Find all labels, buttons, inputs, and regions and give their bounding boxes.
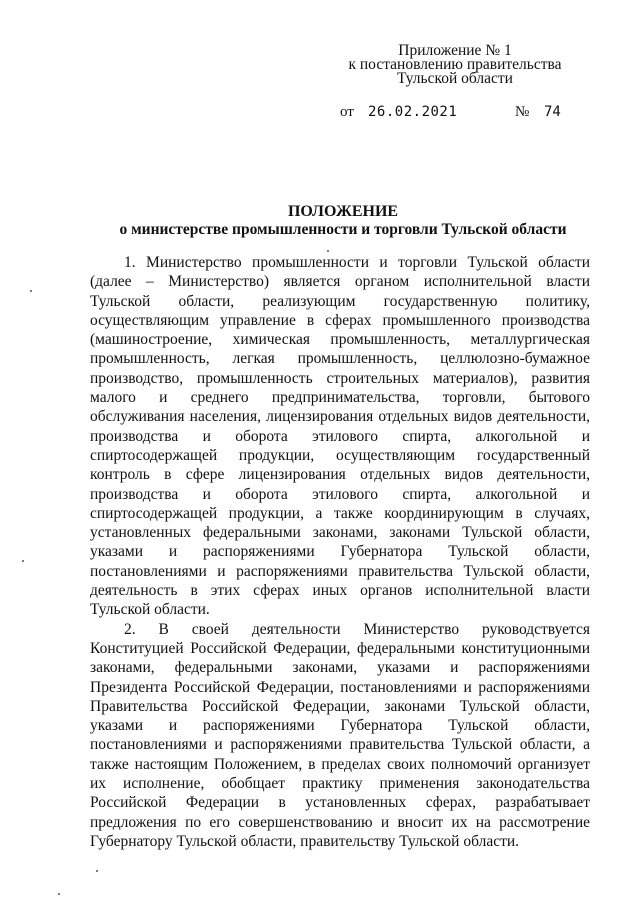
appendix-header — [330, 44, 580, 86]
paragraph-1: 1. Министерство промышленности и торговли Тульской области (далее – Министерство) является органом исполнительной власти Тульской области, реализующим государственную политику, осуществляющим управление в сферах промышленного производства (машиностроение, химическая промышленность, металлургическая промышленность, легкая промышленность, целлюлозно-бумажное производство, промышленность строительных материалов), развития малого и среднего предпринимательства, торговли, бытового обслуживания населения, лицензирования отдельных видов деятельности, производства и оборота этилового спирта, алкогольной и спиртосодержащей продукции, осуществляющим государственный контроль в сфере лицензирования отдельных видов деятельности, производства и оборота этилового спирта, алкогольной и спиртосодержащей продукции, а также координирующим в случаях, установленных федеральными законами, законами Тульской области, указами и распоряжениями Губернатора Тульской области, постановлениями и распоряжениями правительства Тульской области, деятельность в этих сферах иных органов исполнительной власти Тульской области. — [90, 254, 590, 619]
scan-speck — [30, 290, 32, 292]
scan-speck — [96, 870, 98, 872]
paragraph-2: 2. В своей деятельности Министерство руководствуется Конституцией Российской Федерации, федеральными конституционными законами, федеральными законами, указами и распоряжениями Президента Российской Федерации, постановлениями и распоряжениями Правительства Российской Федерации, законами Тульской области, указами и распоряжениями Губернатора Тульской области, постановлениями и распоряжениями правительства Тульской области, а также настоящим Положением, в пределах своих полномочий организует их исполнение, обобщает практику применения законодательства Российской Федерации в установленных сферах, разрабатывает предложения по его совершенствованию и вносит их на рассмотрение Губернатору Тульской области, правительству Тульской области. — [90, 620, 590, 850]
document-subtitle: о министерстве промышленности и торговли Тульской области — [119, 221, 567, 238]
document-body — [90, 253, 590, 851]
scan-speck — [327, 250, 329, 252]
date-prefix-label: от — [340, 104, 354, 120]
resolution-date: 26.02.2021 — [368, 104, 458, 120]
appendix-line-2: к постановлению правительства — [348, 56, 562, 73]
number-sign-label: № — [515, 104, 530, 120]
document-title: ПОЛОЖЕНИЕ — [287, 203, 399, 220]
appendix-line-1: Приложение № 1 — [398, 42, 512, 59]
resolution-number: 74 — [544, 104, 561, 120]
appendix-line-3: Тульской области — [397, 70, 513, 87]
scan-speck — [58, 893, 60, 895]
scan-speck — [22, 560, 24, 562]
resolution-date-number — [340, 104, 580, 124]
